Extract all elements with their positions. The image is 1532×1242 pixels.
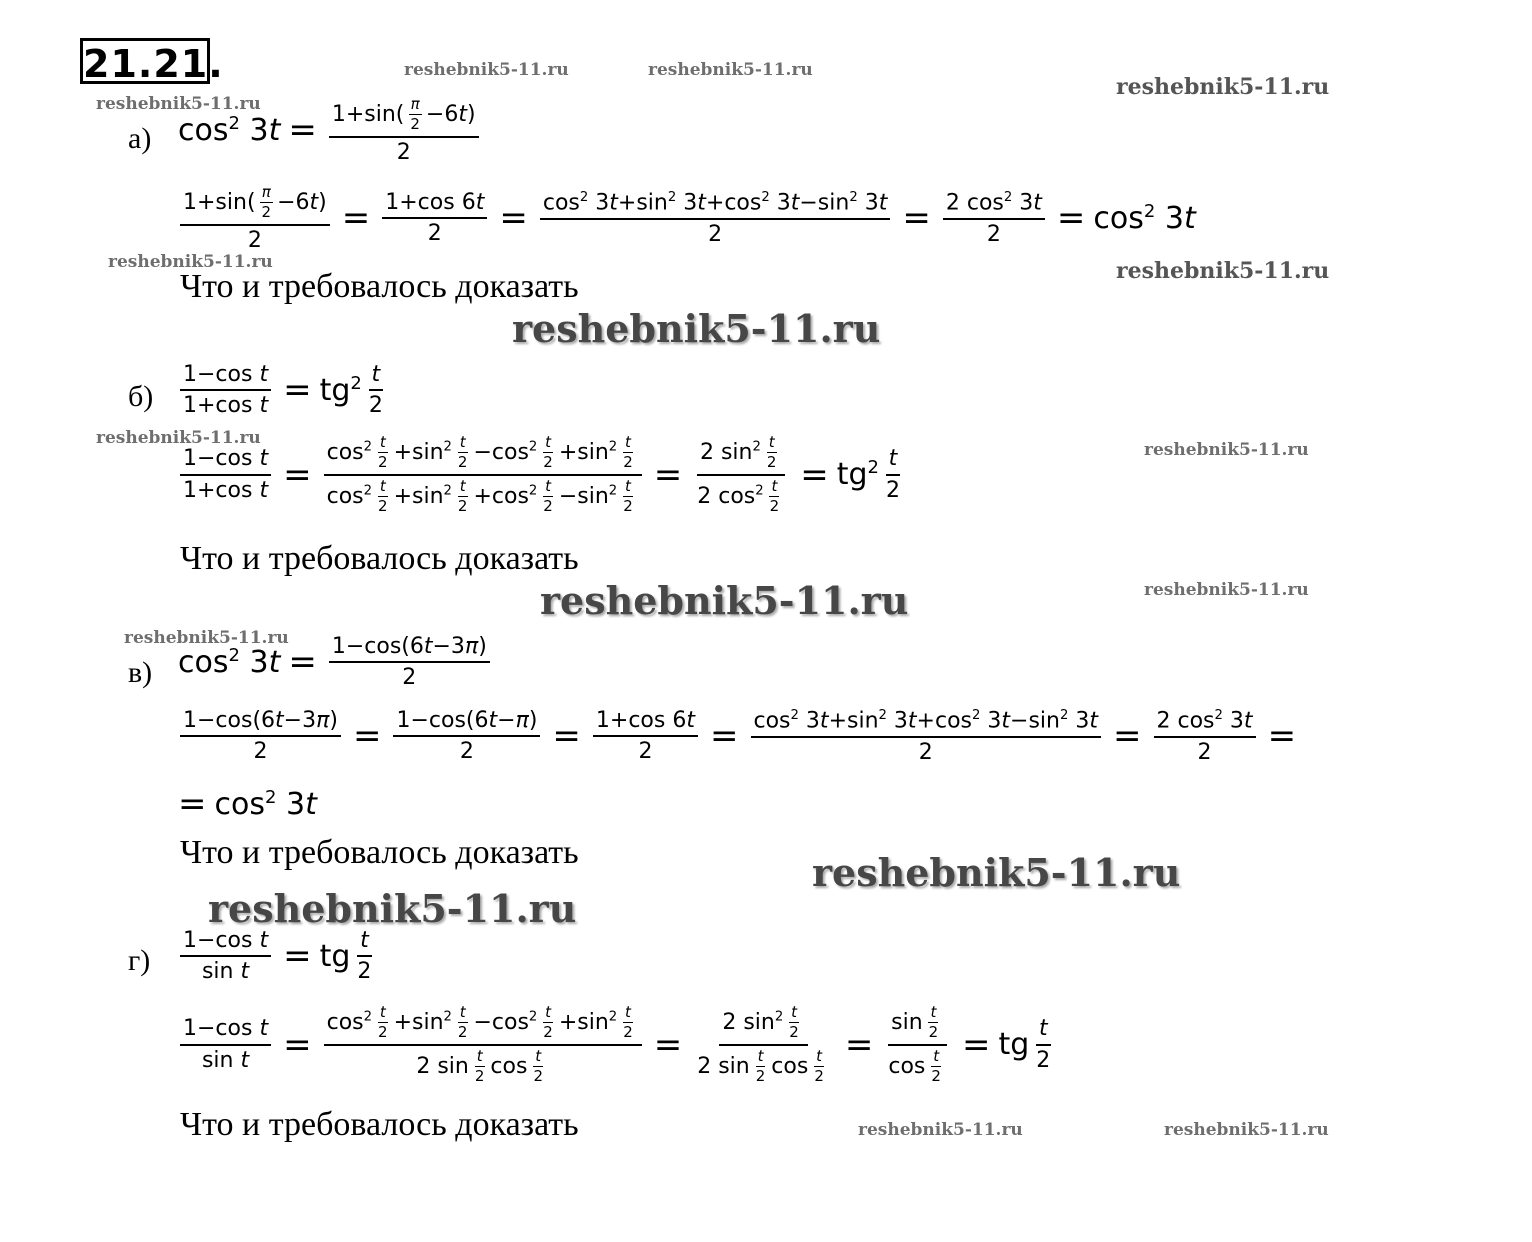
watermark: reshebnik5-11.ru bbox=[404, 60, 569, 80]
conclusion-text: Что и требовалось доказать bbox=[180, 540, 579, 577]
problem-number: 21.21. bbox=[80, 38, 210, 84]
watermark: reshebnik5-11.ru bbox=[1144, 580, 1309, 600]
formula-b-proof: $\frac{\text{1−cos t}}{\text{1+cos t}}$ = $\cos^2$ $\frac{t}{2}$ $+\sin^2$ $\frac{t}{2}$ $-\cos^2$ $\frac{t}{2}$ $+\sin^2$ $\frac{t}{2}$ $\cos^2$ $\frac{t}{2}$ $+\sin^2$ $\frac{t}{2}$ $+\cos^2$ $\frac{t}{2}$ $-\sin^2$ $\frac{t}{2}$ = 2 $\sin^2$ $\frac{t}{2}$ 2 $\cos^2$ $\frac{t}{2}$ = $tg^2$ $\frac{t}{2}$ bbox=[176, 434, 907, 515]
formula-c-result: = $\cos^2 3t$ bbox=[178, 784, 317, 824]
formula-c-proof: $\frac{1-\cos(6t-3\pi)}{2}$ = $\frac{1-\cos(6t-\pi)}{2}$ = $\frac{1+\cos 6t}{2}$ = $\frac{\cos^2 3t+\sin^2 3t+\cos^2 3t-\sin^2 3t}{2}$ = $\frac{2 \cos^2 3t}{2}$ = bbox=[176, 708, 1304, 765]
conclusion-text: Что и требовалось доказать bbox=[180, 1106, 579, 1143]
watermark: reshebnik5-11.ru bbox=[96, 428, 261, 448]
watermark: reshebnik5-11.ru bbox=[124, 628, 289, 648]
watermark: reshebnik5-11.ru bbox=[108, 252, 273, 272]
watermark: reshebnik5-11.ru bbox=[858, 1120, 1023, 1140]
formula-b-statement: $\frac{\text{1−cos t}}{\text{1+cos t}}$ = $tg^2$ $\frac{t}{2}$ bbox=[176, 362, 390, 419]
formula-d-statement: $\frac{\text{1−cos t}}{\text{sin t}}$ = tg $\frac{t}{2}$ bbox=[176, 928, 378, 985]
watermark: reshebnik5-11.ru bbox=[648, 60, 813, 80]
watermark: reshebnik5-11.ru bbox=[540, 578, 909, 623]
watermark: reshebnik5-11.ru bbox=[1144, 440, 1309, 460]
watermark: reshebnik5-11.ru bbox=[812, 850, 1181, 895]
watermark: reshebnik5-11.ru bbox=[512, 306, 881, 351]
watermark: reshebnik5-11.ru bbox=[1116, 258, 1330, 284]
formula-c-statement: $\cos^2 3t$ = $\frac{1-\cos(6t-3\pi)}{2}$ bbox=[178, 634, 494, 691]
watermark: reshebnik5-11.ru bbox=[1164, 1120, 1329, 1140]
conclusion-text: Что и требовалось доказать bbox=[180, 268, 579, 305]
watermark: reshebnik5-11.ru bbox=[96, 94, 261, 114]
watermark: reshebnik5-11.ru bbox=[1116, 74, 1330, 100]
part-label: г) bbox=[128, 944, 151, 977]
part-label: а) bbox=[128, 122, 152, 155]
formula-d-proof: $\frac{\text{1−cos t}}{\text{sin t}}$ = $\cos^2$ $\frac{t}{2}$ $+\sin^2$ $\frac{t}{2}$ $-\cos^2$ $\frac{t}{2}$ $+\sin^2$ $\frac{t}{2}$ 2 sin $\frac{t}{2}$ cos $\frac{t}{2}$ = 2 $\sin^2$ $\frac{t}{2}$ 2 sin $\frac{t}{2}$ cos $\frac{t}{2}$ = sin $\frac{t}{2}$ cos $\frac{t}{2}$ = tg $\frac{t}{2}$ bbox=[176, 1004, 1057, 1085]
watermark: reshebnik5-11.ru bbox=[208, 886, 577, 931]
formula-a-statement: $\cos^2 3t$ = 1+sin( $\frac{\pi}{2}$ −6t) 2 bbox=[178, 96, 483, 165]
part-label: в) bbox=[128, 656, 153, 689]
part-label: б) bbox=[128, 380, 154, 413]
formula-a-proof: 1+sin( $\frac{\pi}{2}$ −6t) 2 = $\frac{1+\cos 6t}{2}$ = $\frac{\cos^2 3t+\sin^2 3t+\cos^2 3t-\sin^2 3t}{2}$ = $\frac{2 \cos^2 3t}{2}$ = $\cos^2 3t$ bbox=[176, 184, 1196, 253]
conclusion-text: Что и требовалось доказать bbox=[180, 834, 579, 871]
